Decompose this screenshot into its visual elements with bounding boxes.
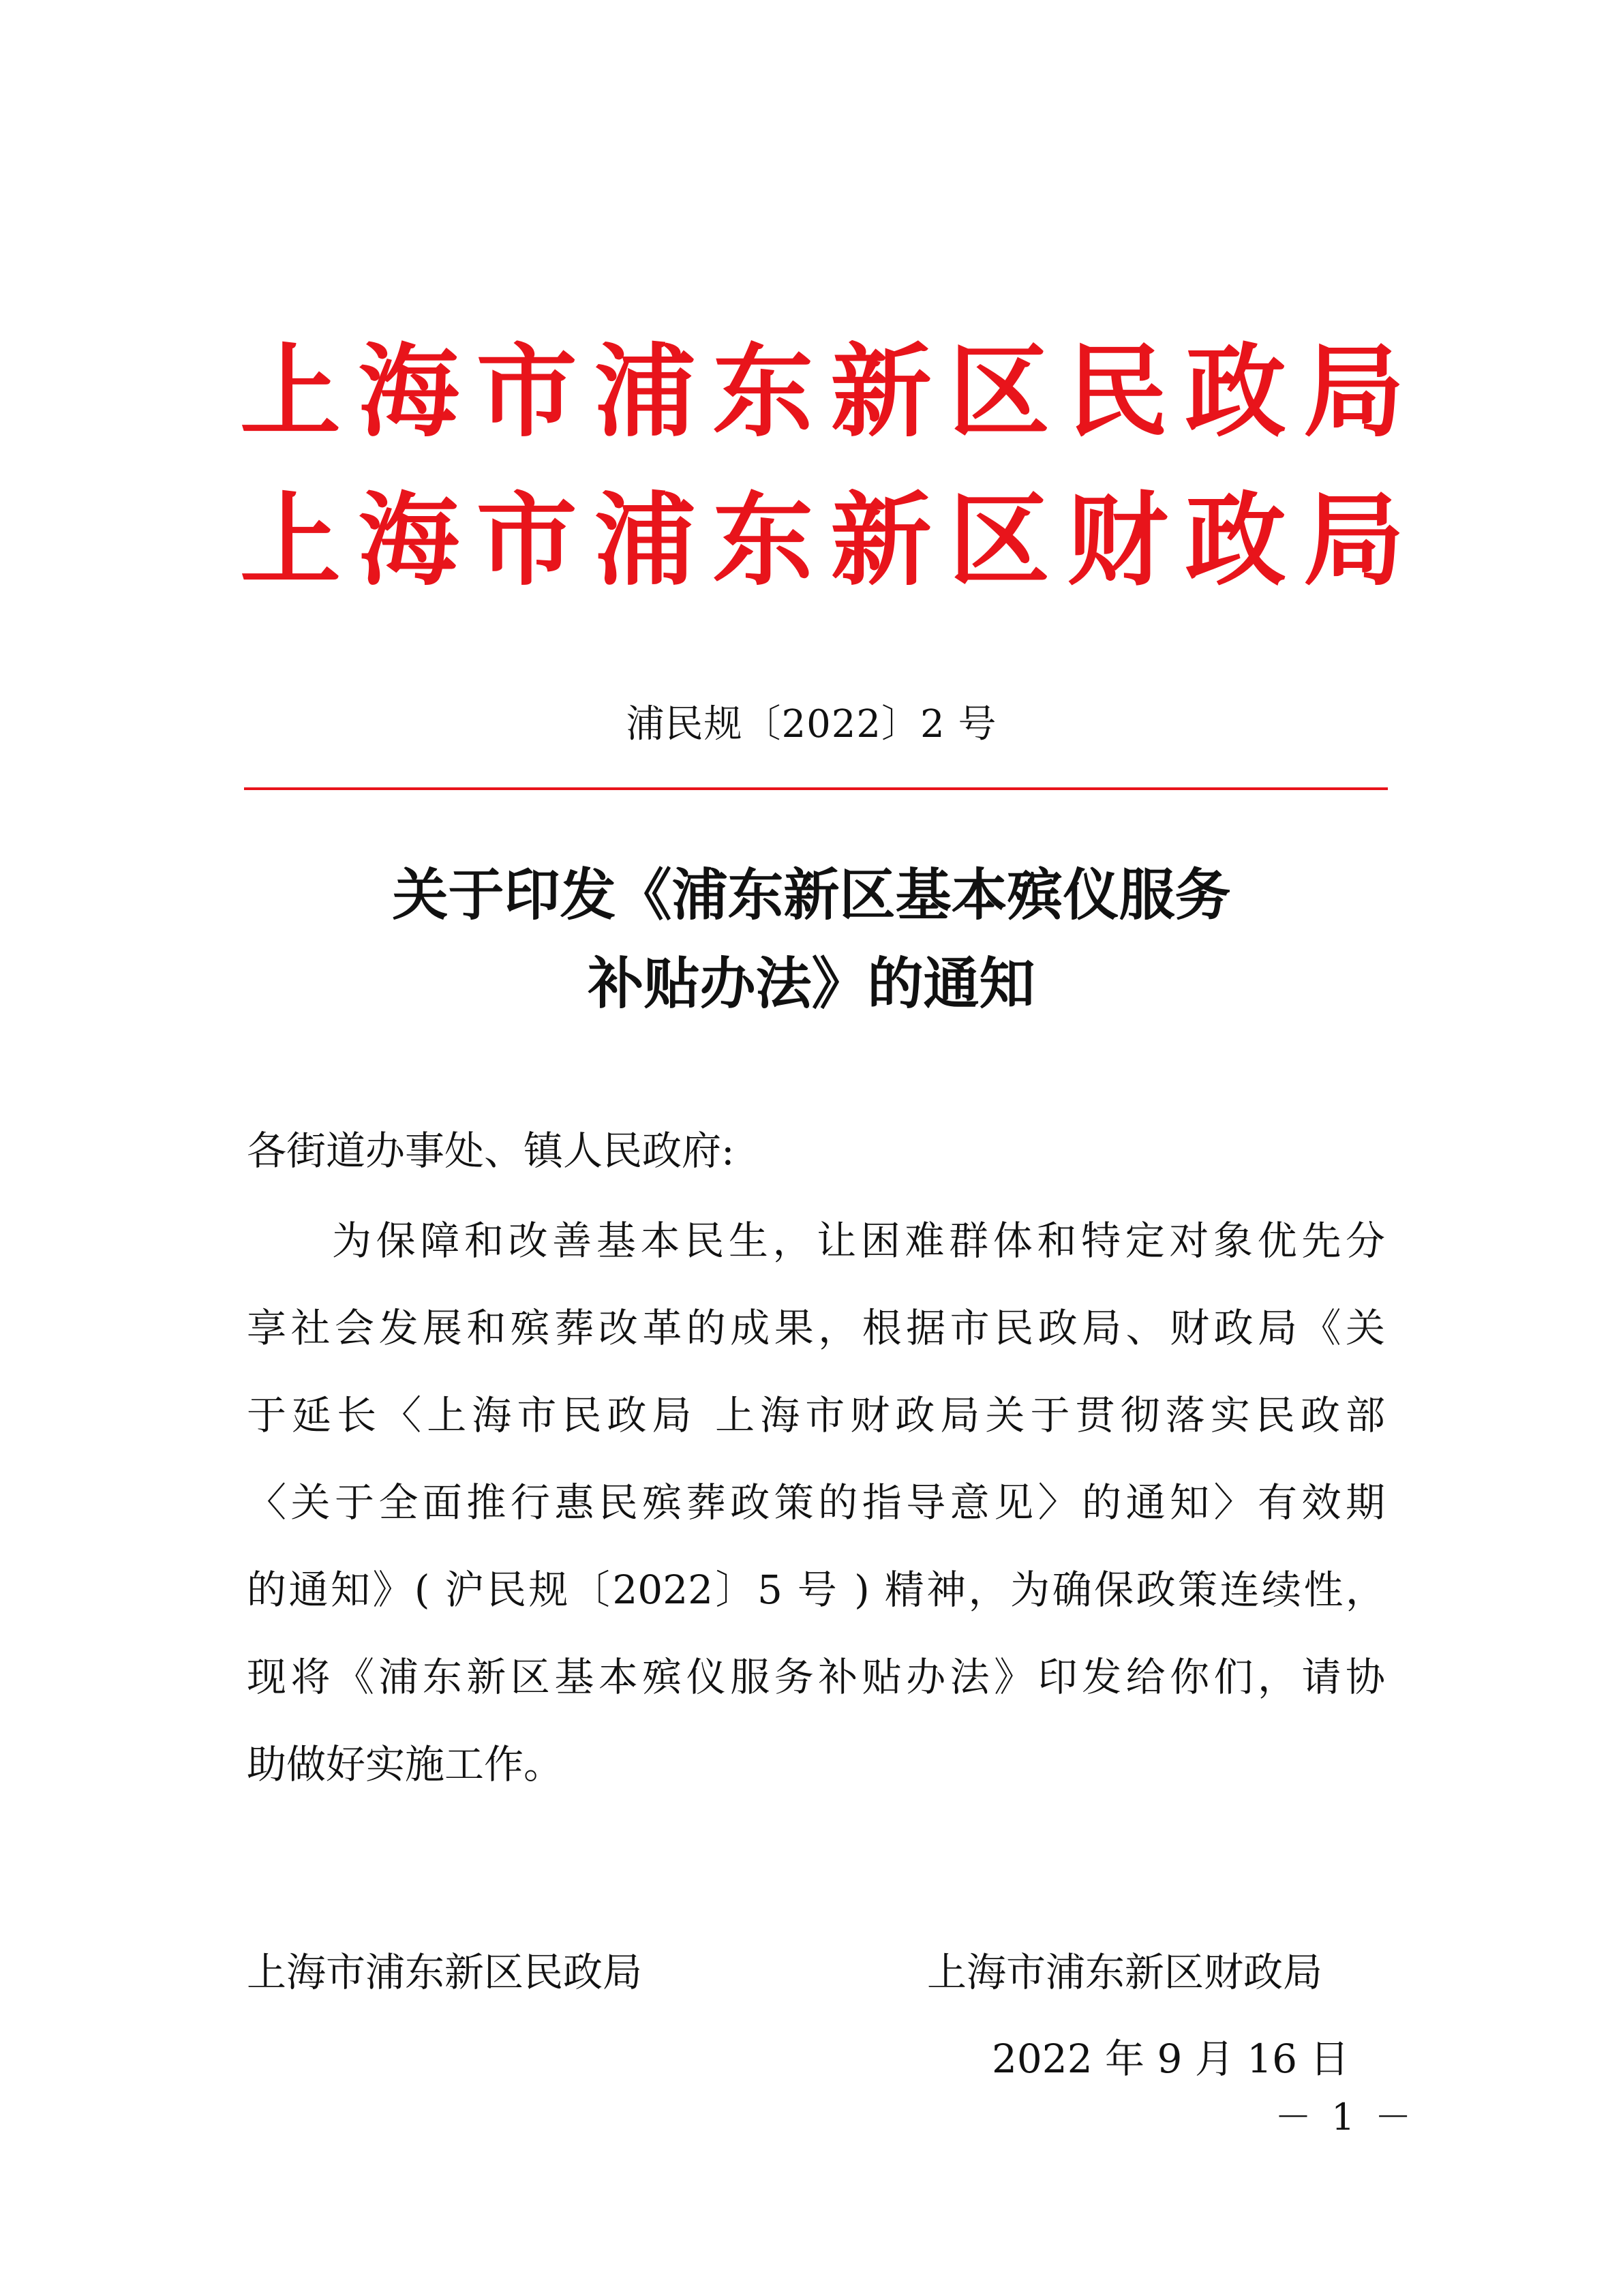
document-title-line-1: 关于印发《浦东新区基本殡仪服务 bbox=[392, 862, 1231, 928]
body-line: 为保障和改善基本民生，让困难群体和特定对象优先分 bbox=[332, 1218, 1385, 1264]
signature-date: 2022 年 9 月 16 日 bbox=[992, 2036, 1350, 2082]
signature-finance: 上海市浦东新区财政局 bbox=[927, 1949, 1323, 1995]
red-divider-line bbox=[244, 787, 1388, 790]
body-line: 助做好实施工作。 bbox=[247, 1741, 564, 1787]
body-line: 的通知》( 沪民规〔2022〕5 号 ) 精神，为确保政策连续性， bbox=[247, 1567, 1385, 1613]
body-line: 现将《浦东新区基本殡仪服务补贴办法》印发给你们，请协 bbox=[247, 1654, 1385, 1700]
salutation: 各街道办事处、镇人民政府: bbox=[247, 1128, 735, 1174]
document-number: 浦民规〔2022〕2 号 bbox=[626, 702, 997, 746]
body-line: 享社会发展和殡葬改革的成果，根据市民政局、财政局《关 bbox=[247, 1305, 1385, 1351]
issuer-title-civil-affairs: 上海市浦东新区民政局 bbox=[240, 333, 1404, 451]
body-line: 于延长〈上海市民政局 上海市财政局关于贯彻落实民政部 bbox=[247, 1392, 1385, 1438]
signature-civil-affairs: 上海市浦东新区民政局 bbox=[247, 1949, 643, 1995]
body-line: 〈关于全面推行惠民殡葬政策的指导意见〉的通知〉有效期 bbox=[247, 1479, 1385, 1526]
document-title-line-2: 补贴办法》的通知 bbox=[588, 951, 1035, 1016]
issuer-title-finance: 上海市浦东新区财政局 bbox=[240, 482, 1404, 599]
page-number: － 1 － bbox=[1275, 2096, 1416, 2139]
